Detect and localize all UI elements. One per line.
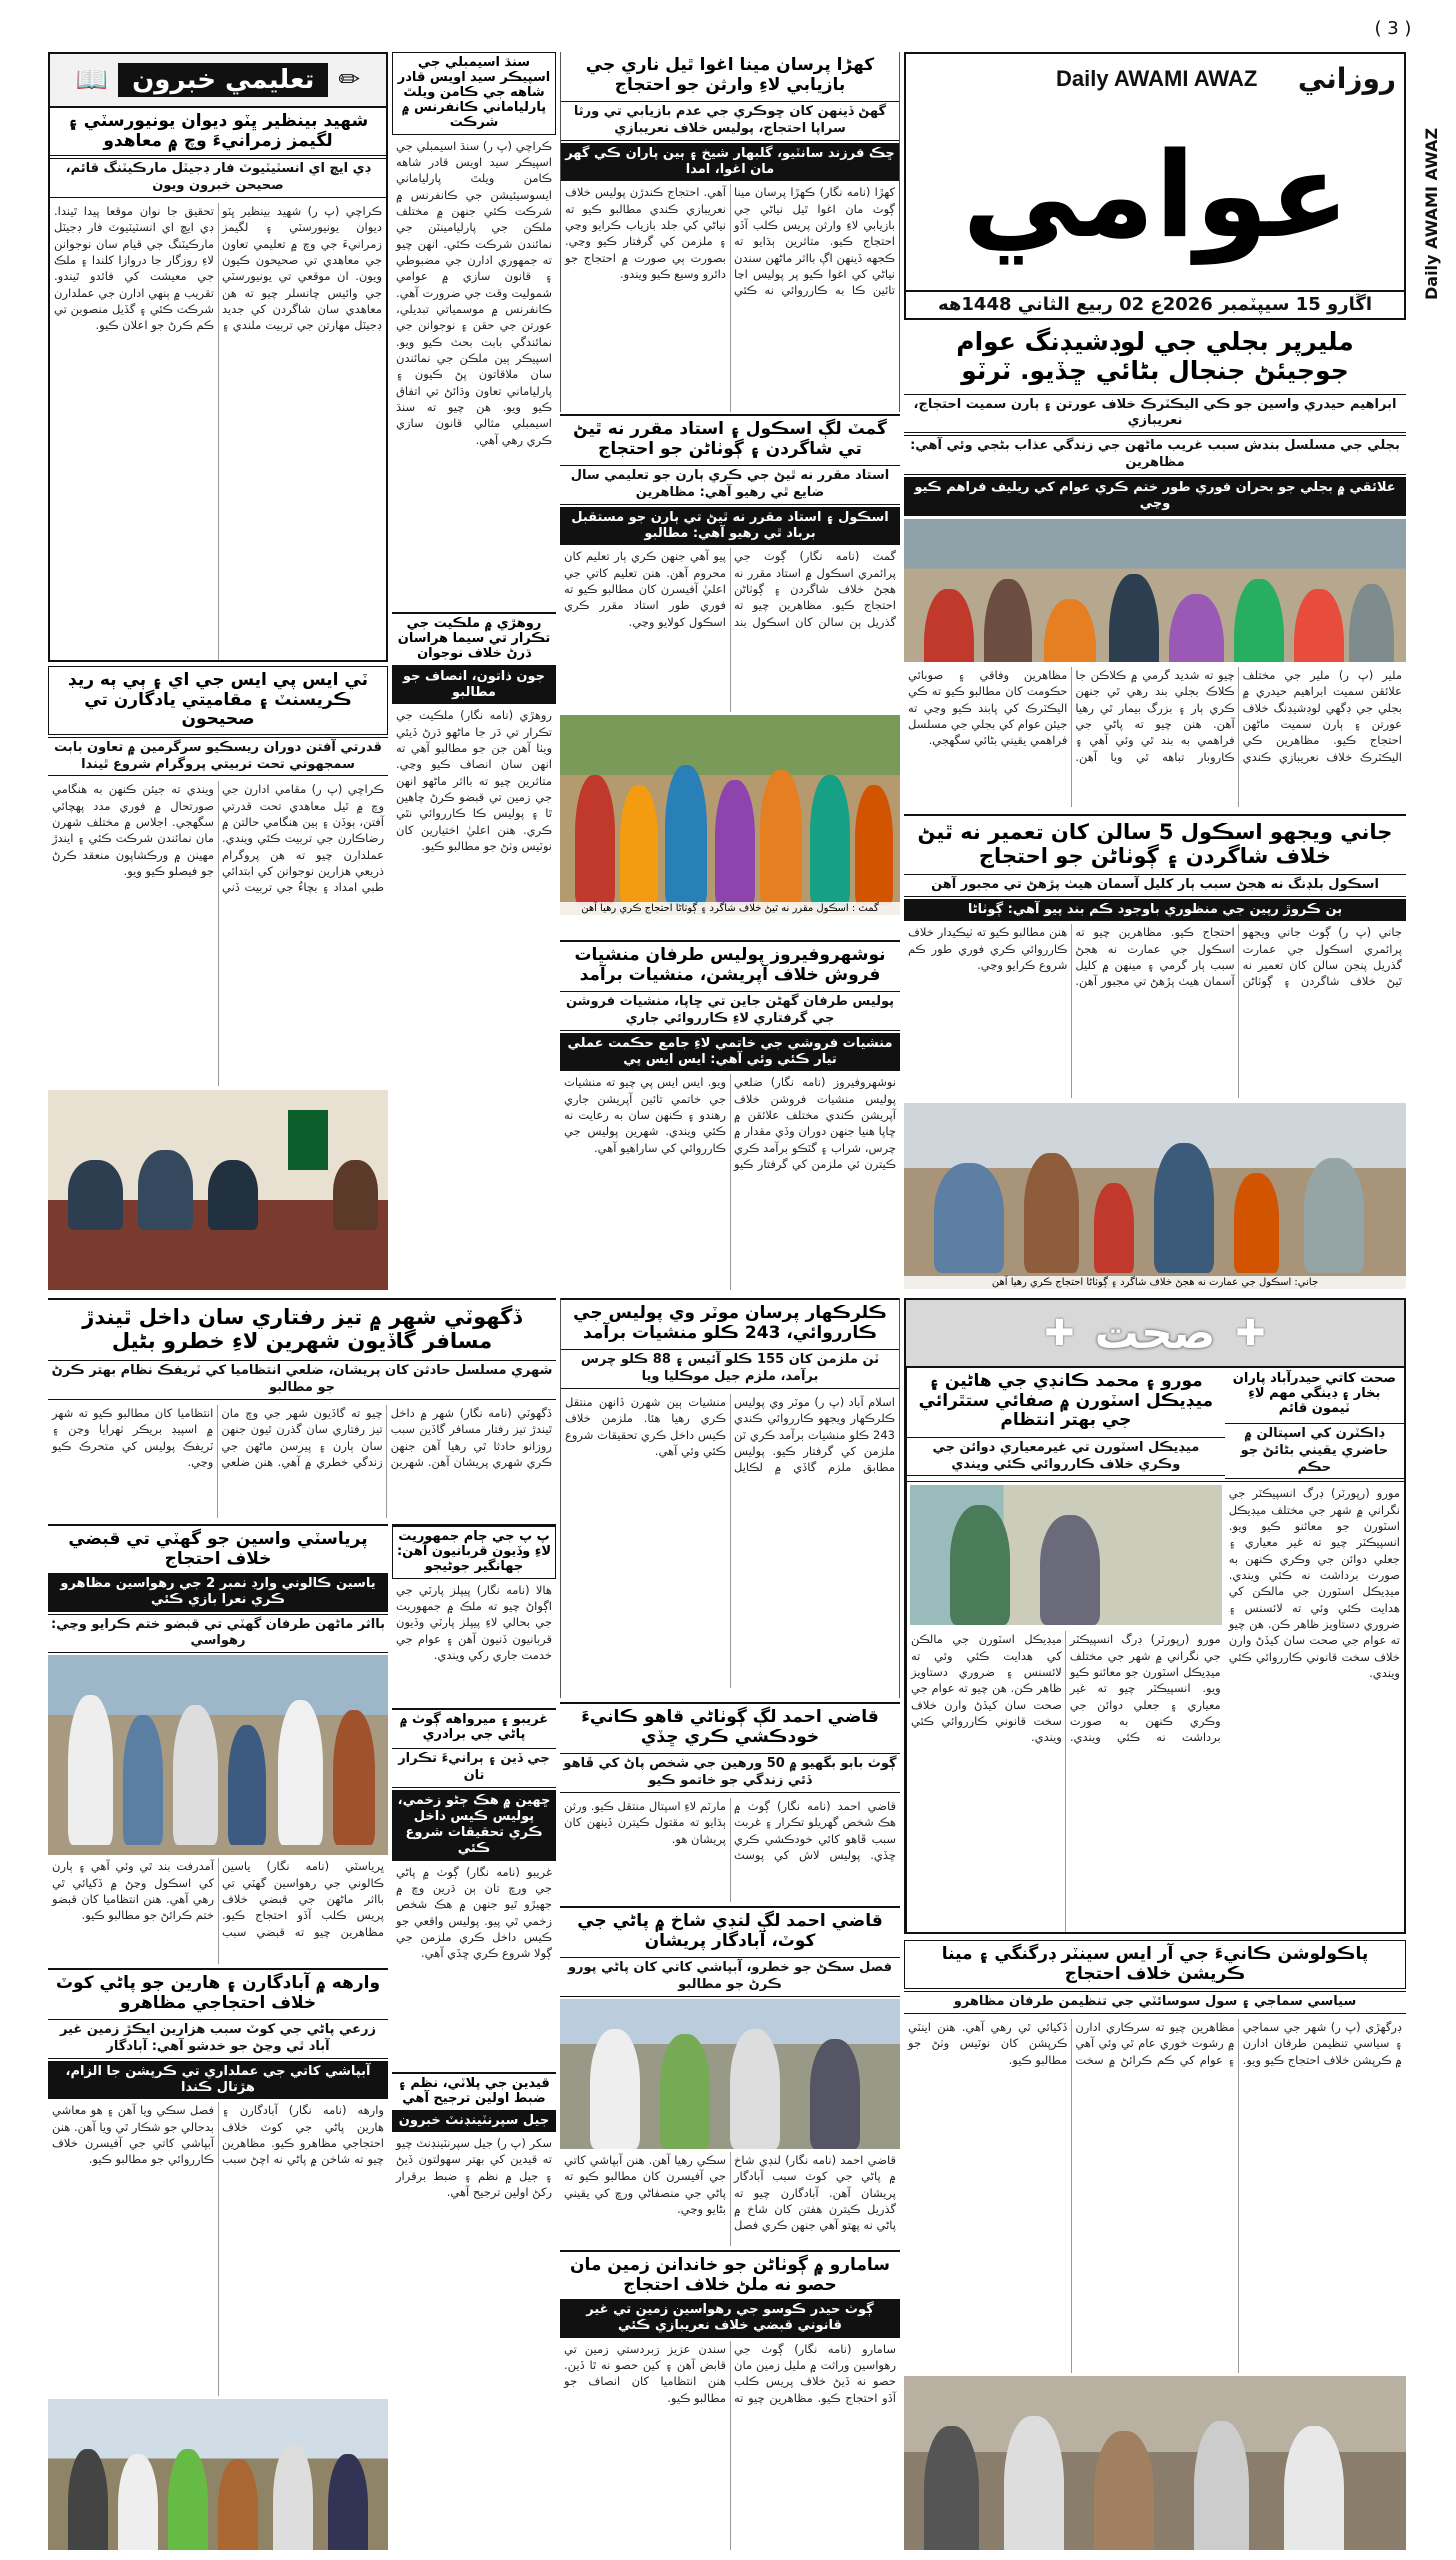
masthead-title: عوامي xyxy=(962,126,1350,264)
vdera-sub: زرعي پاڻي جي کوٽ سبب هزارين ايڪڙ زمين غير آباد ٿي وڃڻ جو خدشو آهي: آبادگار xyxy=(48,2019,388,2059)
hyd-police-photo xyxy=(904,2376,1406,2550)
health-section-title: صحت xyxy=(1094,1307,1216,1359)
qazi2-sub: فصل سڪڻ جو خطرو، آبپاشي کاتي کان پاڻي پورو ڪرڻ جو مطالبو xyxy=(560,1957,900,1997)
tsp-body: ڪراچي (پ ر) مقامي ادارن جي وچ ۾ ٿيل معاهدي تحت قدرتي آفتن، ٻوڏن ۽ ٻين هنگامي حالتن ۾ رضاڪارن جي تربيت ڪئي ويندي. عملدارن چيو ته هن پروگرام ذريعي هزارين نوجوانن کي ابتدائي طبي امداد ۽ بچاءُ جي تربيت ڏني ويندي ته جيئن ڪنهن به هنگامي صورتحال ۾ فوري مدد پهچائي سگهجي. اجلاس ۾ مختلف شهرن مان نمائندن شرڪت ڪئي ۽ ايندڙ مهينن ۾ ورڪشاپون منعقد ڪرڻ جو فيصلو ڪيو ويو. xyxy=(52,782,384,895)
education-byline: ڊي ايڇ اي انسٽيٽيوٽ فار ڊجيٽل مارڪيٽنگ قائم، صحيحن خبرون ويون xyxy=(50,158,386,198)
hyd-police-headline: پاڪولوشن ڪانيءَ جي آر ايس سينٽر ڊرگنگي ۽ مينا ڪريشن خلاف احتجاج xyxy=(904,1940,1406,1989)
jhangi-sub: اسڪول بلڊنگ نه هجڻ سبب ٻار کليل آسمان هيٺ پڙهڻ تي مجبور آهن xyxy=(904,874,1406,897)
vdera-highlight: آبپاشي کاتي جي عملداري تي ڪرپشن جا الزام، هڙتال ڪندا xyxy=(48,2061,388,2100)
lead-sub1: ابراهيم حيدري واسين جو ڪي اليڪٽرڪ خلاف عورتن ۽ ٻارن سميت احتجاج، نعريبازي xyxy=(904,394,1406,434)
nowshero-sub: پوليس طرفان گهڻن جاين تي ڇاپا، منشيات فروشن جي گرفتاري لاءِ ڪارروائي جاري xyxy=(560,991,900,1031)
lead-highlight: علائقي ۾ بجلي جو بحران فوري طور ختم ڪري عوام کي ريليف فراهم ڪيو وڃي xyxy=(904,477,1406,516)
ppp-body: هالا (نامه نگار) پيپلز پارٽي جي اڳواڻ چيو ته ملڪ ۾ جمهوريت جي بحالي لاءِ پيپلز پارٽي وڏيون قربانيون ڏنيون آهن ۽ عوام جي خدمت جاري رکي ويندي. xyxy=(396,1582,552,1663)
water-protest-body: ڀرياسٽي (نامه نگار) ياسين ڪالوني جي رهواسين گهٽي تي بااثر ماڻهن جي قبضي خلاف پريس ڪلب آڏو احتجاج ڪيو. مظاهرين چيو ته قبضي سبب آمدرفت بند ٿي وئي آهي ۽ ٻارن کي اسڪول وڃڻ ۾ ڏکيائي ٿي رهي آهي. هنن انتظاميا کان قبضو ختم ڪرائڻ جو مطالبو ڪيو. xyxy=(52,1859,384,1939)
side-label: Daily AWAMI AWAZ xyxy=(1422,127,1441,300)
jail-story xyxy=(392,2072,556,2550)
jhangi-photo-caption: جاني: اسڪول جي عمارت نه هجڻ خلاف شاگرد ۽ ڳوٺاڻا احتجاج ڪري رهيا آهن xyxy=(904,1276,1406,1289)
qazi-story xyxy=(560,1702,900,1902)
qazi2-story xyxy=(560,1906,900,2246)
tsp-headline: ٽي ايس پي ايس جي اي ۽ ٻي ٻه ريڊ ڪريسنٽ ۽ مقاميتي يادگارن تي صحيحون xyxy=(48,666,388,735)
ghotki-traffic-body: ڏگهوٽي (نامه نگار) شهر ۾ داخل ٿيندڙ تيز رفتار مسافر گاڏين سبب روزانو حادثا ٿي رهيا آهن جنهن ڪري شهري پريشان آهن. شهرين چيو ته گاڏيون شهر جي وچ مان تيز رفتاري سان گذرن ٿيون جنهن سان ٻارن ۽ پيرسن ماڻهن جي زندگي خطري ۾ آهي. هنن ضلعي انتظاميا کان مطالبو ڪيو ته شهر ۾ اسپيڊ بريڪر ٺهرايا وڃن ۽ ٽريفڪ پوليس کي متحرڪ ڪيو وڃي. xyxy=(52,1406,552,1470)
gumat-sub: استاد مقرر نه ٿيڻ جي ڪري ٻارن جو تعليمي سال ضايع ٿي رهيو آهي: مظاهرين xyxy=(560,465,900,505)
lead-headline: مليرپر بجلي جي لوڊشيڊنگ عوام جوجيئڻ جنجال بڻائي ڇڏيو. ٽرٽو xyxy=(956,327,1354,385)
tsp-byline: قدرتي آفتن دوران ريسڪيو سرگرمين ۾ تعاون بابت سمجهوتي تحت تربيتي پروگرام شروع ٿيندا xyxy=(48,737,388,777)
rohri-story xyxy=(392,612,556,1292)
jail-headline: قيدين جي پلاٽي، نظم ۽ ضبط اولين ترجيح آهي xyxy=(398,2076,550,2106)
qazi2-headline: قاضي احمد لڳ لنڊي شاخ ۾ پاڻي جي کوٽ، آبادگار پريشان xyxy=(577,1911,883,1951)
nowshero-body: نوشهروفيروز (نامه نگار) ضلعي پوليس منشيات فروشن خلاف آپريشن ڪندي مختلف علائقن ۾ ڇاپا هنيا جنهن دوران وڏي مقدار ۾ چرس، شراب ۽ گٽڪو برآمد ڪري ڪيترن ئي ملزمن کي گرفتار ڪيو ويو. ايس ايس پي چيو ته منشيات جي خاتمي تائين آپريشن جاري رهندو ۽ ڪنهن سان به رعايت نه ڪئي ويندي. شهرين پوليس جي ڪارروائي کي ساراهيو آهي. xyxy=(564,1075,896,1172)
lead-story xyxy=(904,322,1406,662)
motorway-headline: ڪلرڪهار پرسان موٽر وي پوليس جي ڪارروائي، 243 ڪلو منشيات برآمد xyxy=(573,1303,887,1343)
ghotki-traffic-sub: شهري مسلسل حادثن کان پريشان، ضلعي انتظاميا کي ٽريفڪ نظام بهتر ڪرڻ جو مطالبو xyxy=(48,1360,556,1400)
lead-body: ملير (پ ر) ملير جي مختلف علائقن سميت ابراهيم حيدري ۾ بجلي جي ڊگهي لوڊشيڊنگ خلاف عورتن ۽ ٻارن سميت ماڻهن احتجاج ڪيو. مظاهرين ڪي اليڪٽرڪ خلاف نعريبازي ڪندي چيو ته شديد گرمي ۾ ڪلاڪن جا ڪلاڪ بجلي بند رهي ٿي جنهن ڪري ٻار ۽ بزرگ بيمار ٿي رهيا آهن. هنن چيو ته پاڻي جي فراهمي به بند ٿي وئي آهي ۽ ڪاروبار تباهه ٿي ويا آهن. مظاهرين وفاقي ۽ صوبائي حڪومت کان مطالبو ڪيو ته ڪي اليڪٽرڪ کي پابند ڪيو وڃي ته جيئن عوام کي بجلي جي مسلسل فراهمي يقيني بڻائي سگهجي. xyxy=(908,668,1402,764)
water-protest-headline: پرياسٽي واسين جو گهٽي تي قبضي خلاف احتجاج xyxy=(68,1529,368,1569)
masthead-english-name: Daily AWAMI AWAZ xyxy=(1056,66,1258,91)
pencil-icon: ✏ xyxy=(338,65,361,95)
water-protest-sub: ياسين ڪالوني وارڊ نمبر 2 جي رهواسين مظاهرو ڪري نعرا بازي ڪئي xyxy=(48,1573,388,1612)
masthead-prefix: روزاني xyxy=(1297,62,1396,95)
gumat-photo-caption: گمٽ : اسڪول مقرر نه ٿيڻ خلاف شاگرد ۽ ڳوٺاڻا احتجاج ڪري رهيا آهن xyxy=(560,902,900,915)
health-section xyxy=(904,1298,1406,1934)
jhangi-photo xyxy=(904,1103,1406,1289)
samaro-story xyxy=(560,2250,900,2550)
ghareeb-body: غريبو (نامه نگار) ڳوٺ ۾ پاڻي جي ورڇ تان ٻن ڌرين وچ ۾ جهيڙو ٿيو جنهن ۾ هڪ شخص زخمي ٿي پيو. پوليس واقعي جو ڪيس داخل ڪري ملزمن جي ڳولا شروع ڪري ڇڏي آهي. xyxy=(396,1864,552,1961)
centre-top-body: کهڙا (نامه نگار) ڪهڙا پرسان مينا ڳوٺ مان اغوا ٿيل نياڻي جي بازيابي لاءِ وارثن پريس ڪلب آڏو احتجاج ڪيو. متاثرين ٻڌايو ته ڪجهه ڏينهن اڳ بااثر ماڻهن سندن نياڻي کي اغوا ڪيو پر پوليس اڃا تائين ڪا به ڪارروائي نه ڪئي آهي. احتجاج ڪندڙن پوليس خلاف نعريبازي ڪندي مطالبو ڪيو ته نياڻي کي جلد بازياب ڪرايو وڃي ۽ ملزمن کي گرفتار ڪيو وڃي. بصورت ٻي صورت ۾ احتجاج جو دائرو وسيع ڪيو ويندو. xyxy=(565,185,895,298)
flag-icon xyxy=(288,1110,328,1170)
water-protest-highlight: بااثر ماڻهن طرفان گهٽي تي قبضو ختم ڪرايو وڃي: رهواسي xyxy=(48,1614,388,1654)
jail-sub: جيل سپرنٽينڊنٽ خبرون xyxy=(392,2110,556,2132)
education-headline: شهيد بينظير ڀٽو ديوان يونيورسٽي ۽ لگيمز زمرانيءَ وچ ۾ معاهدو xyxy=(50,108,386,156)
vdera-body: وارهه (نامه نگار) آبادگارن ۽ هارين پاڻي جي کوٽ خلاف احتجاجي مظاهرو ڪيو. مظاهرين چيو ته شاخن ۾ پاڻي نه اچڻ سبب فصل سڪي ويا آهن ۽ هو معاشي بدحالي جو شڪار ٿي ويا آهن. هنن آبپاشي کاتي جي آفيسرن خلاف ڪارروائي جو مطالبو ڪيو. xyxy=(52,2103,384,2167)
page-number: ( 3 ) xyxy=(1374,18,1412,39)
water-protest-photo xyxy=(48,1655,388,1855)
nowshero-highlight: منشيات فروشي جي خاتمي لاءِ جامع حڪمت عملي تيار ڪئي وئي آهي: ايس ايس پي xyxy=(560,1033,900,1072)
hyd-police-body: ڊرگهڙي (پ ر) شهر جي سماجي ۽ سياسي تنظيمن طرفان ادارن ۾ ڪرپشن خلاف احتجاج ڪيو ويو. مظاهرين چيو ته سرڪاري ادارن ۾ رشوت خوري عام ٿي وئي آهي ۽ عوام کي ڪم ڪرائڻ ۾ سخت ڏکيائي ٿي رهي آهي. هنن اينٽي ڪرپشن کان نوٽيس وٺڻ جو مطالبو ڪيو. xyxy=(908,2019,1402,2067)
education-banner xyxy=(50,54,386,108)
qazi-body: قاضي احمد (نامه نگار) ڳوٺ ۾ هڪ شخص گهريلو تڪرار ۽ غربت سبب ڦاهو کائي خودڪشي ڪري ڇڏي. پوليس لاش کي پوسٽ مارٽم لاءِ اسپتال منتقل ڪيو. ورثن ٻڌايو ته مقتول ڪيترن ڏينهن کان پريشان هو. xyxy=(564,1798,896,1862)
tsp-story xyxy=(48,666,388,1086)
motorway-body: اسلام آباد (پ ر) موٽر وي پوليس ڪلرڪهار ويجهو ڪارروائي ڪندي 243 ڪلو منشيات برآمد ڪري ٽن ملزمن کي گرفتار ڪيو. پوليس مطابق ملزم گاڏي ۾ لڪايل منشيات ٻين شهرن ڏانهن منتقل ڪري رهيا هئا. ملزمن خلاف ڪيس داخل ڪري تحقيقات شروع ڪئي وئي آهي. xyxy=(565,1394,895,1475)
qazi-sub: ڳوٺ بابو بگهيو ۾ 50 ورهين جي شخص پاڻ کي ڦاهو ڏئي زندگي جو خاتمو ڪيو xyxy=(560,1753,900,1793)
ppp-story xyxy=(392,1524,556,1704)
centre-top-headline: کھڑا پرسان مينا اغوا ٿيل ناري جي بازيابي لاءِ وارثن جو احتجاج xyxy=(585,55,875,95)
lead-sub2: بجلي جي مسلسل بندش سبب غريب ماڻهن جي زندگي عذاب بڻجي وئي آهي: مظاهرين xyxy=(904,435,1406,475)
assembly-body: ڪراچي (پ ر) سنڌ اسيمبلي جي اسپيڪر سيد اويس قادر شاهه ڪامن ويلٿ پارلياماني ايسوسيئيشن جي ڪانفرنس ۾ شرڪت ڪئي جنهن ۾ مختلف ملڪن جي پارليامينٽن جي نمائندن شرڪت ڪئي. انهن چيو ته جمهوري ادارن جي مضبوطي ۽ قانون سازي ۾ عوامي شموليت وقت جي ضرورت آهي. ڪانفرنس ۾ موسمياتي تبديلي، عورتن جي حقن ۽ نوجوانن جي نمائندگي بابت بحث ڪيو ويو. اسپيڪر ٻين ملڪن جي نمائندن سان ملاقاتون پڻ ڪيون ۽ پارلياماني تعاون وڌائڻ تي اتفاق ڪيو ويو. هن چيو ته سنڌ اسيمبلي مثالي قانون سازي ڪري رهي آهي. xyxy=(396,138,552,447)
ghotki-traffic-headline: ڏگهوٽي شهر ۾ تيز رفتاري سان داخل ٿيندڙ مسافر گاڏيون شهرين لاءِ خطرو بڻيل xyxy=(82,1305,522,1354)
nowshero-story xyxy=(560,940,900,1290)
health-photo xyxy=(910,1485,1222,1625)
hyd-police-story xyxy=(904,1940,1406,2550)
education-body: ڪراچي (پ ر) شهيد بينظير ڀٽو ديوان يونيورسٽي ۽ لگيمز زمرانيءَ جي وچ ۾ تعليمي تعاون جي معاهدي تي صحيحون ڪيون ويون. ان موقعي تي يونيورسٽي جي وائيس چانسلر چيو ته هن معاهدي سان شاگردن کي جديد ڊجيٽل مهارتن جي تربيت ملندي ۽ تحقيق جا نوان موقعا پيدا ٿيندا. ڊي ايڇ اي انسٽيٽيوٽ فار ڊجيٽل مارڪيٽنگ جي قيام سان نوجوانن لاءِ روزگار جا دروازا کلندا ۽ ملڪ جي معيشت کي فائدو ٿيندو. تقريب ۾ ٻنهي ادارن جي عملدارن شرڪت ڪئي ۽ گڏيل منصوبن تي ڪم ڪرڻ جو اعلان ڪيو. xyxy=(54,203,382,333)
vdera-story xyxy=(48,1968,388,2550)
ppp-headline: پ پ جي ڄام جمهوريت لاءِ وڏيون قربانيون آهن: جهانگير جوڻيجو xyxy=(392,1526,556,1579)
centre-top-story xyxy=(560,52,900,412)
assembly-headline: سنڌ اسيمبلي جي اسپيڪر سيد اويس قادر شاهه جي ڪامن ويلٿ پارلياماني ڪانفرنس ۾ شرڪت xyxy=(392,52,556,135)
jail-body: سکر (پ ر) جيل سپرنٽينڊنٽ چيو ته قيدين کي بهتر سهولتون ڏيڻ ۽ جيل ۾ نظم ۽ ضبط برقرار رکڻ اولين ترجيح آهي. xyxy=(396,2136,552,2200)
book-icon: 📖 xyxy=(75,65,109,95)
qazi2-body: قاضي احمد (نامه نگار) لنڊي شاخ ۾ پاڻي جي کوٽ سبب آبادگار پريشان آهن. آبادگارن چيو ته گذريل ڪيترن هفتن کان شاخ ۾ پاڻي نه پهتو آهي جنهن ڪري فصل سڪي رهيا آهن. هنن آبپاشي کاتي جي آفيسرن کان مطالبو ڪيو ته پاڻي جي منصفاڻي ورڇ کي يقيني بڻايو وڃي. xyxy=(564,2152,896,2233)
gumat-highlight: اسڪول ۽ استاد مقرر نه ٿيڻ تي ٻارن جو مستقبل برباد ٿي رهيو آهي: مطالبو xyxy=(560,507,900,546)
masthead xyxy=(904,52,1406,292)
rohri-body: روهڙي (نامه نگار) ملڪيت جي تڪرار تي ڌر جا ماڻهو ڌرڻ ڏيئي ويٺا آهن جن جو مطالبو آهي ته انهن سان انصاف ڪيو وڃي. متاثرين چيو ته بااثر ماڻهو انهن جي زمين تي قبضو ڪرڻ چاهين ٿا ۽ پوليس ڪا ڪارروائي نٿي ڪري. هنن اعليٰ اختيارين کان نوٽيس وٺڻ جو مطالبو ڪيو. xyxy=(396,708,552,853)
vdera-photo xyxy=(48,2399,388,2550)
ghareeb-story xyxy=(392,1708,556,2068)
tsp-photo xyxy=(48,1090,388,1290)
centre-top-highlight: ڇڪ فرزند سانٽيو، گلبهار شيخ ۽ ٻين پاران ڪي گهر مان اغوا، امدا xyxy=(561,143,899,182)
samaro-headline: سامارو ۾ ڳوٺاڻن جو خاندانن زمين مان حصو نه ملڻ خلاف احتجاج xyxy=(569,2255,891,2295)
nowshero-headline: نوشهروفيروز پوليس طرفان منشيات فروش خلاف آپريشن، منشيات برآمد xyxy=(574,945,886,985)
health-side-headline: صحت کاتي حيدرآباد پاران بخار ۽ ڊينگي مهم لاءِ ٽيمون قائم xyxy=(1232,1371,1396,1416)
samaro-sub: ڳوٺ حيدر ڪوسو جي رهواسين زمين تي غير قانوني قبضي خلاف نعريبازي ڪئي xyxy=(560,2299,900,2338)
water-protest-story xyxy=(48,1524,388,1964)
date-line: اڱارو 15 سيپٽمبر 2026ع 02 ربيع الثاني 1448هه xyxy=(904,292,1406,320)
qazi2-photo xyxy=(560,1999,900,2149)
education-section xyxy=(48,52,388,662)
centre-top-sub: گهڻ ڏينهن کان ڇوڪري جي عدم بازيابي تي ورثا سراپا احتجاج، پوليس خلاف نعريبازي xyxy=(561,101,899,141)
gumat-headline: گمٽ لڳ اسڪول ۽ استاد مقرر نه ٿيڻ تي شاگردن ۽ ڳوٺاڻن جو احتجاج xyxy=(573,419,887,459)
hyd-police-sub: سياسي سماجي ۽ سول سوسائٽي جي تنظيمن طرفان مظاهرو xyxy=(904,1991,1406,2014)
gumat-photo xyxy=(560,715,900,915)
jhangi-story xyxy=(904,814,1406,1294)
jhangi-highlight: ٻن ڪروڙ رپين جي منظوري باوجود ڪم بند پيو آهي: ڳوٺاڻا xyxy=(904,899,1406,921)
assembly-story xyxy=(392,52,556,612)
motorway-story xyxy=(560,1298,900,1698)
health-body: مورو (رپورٽر) ڊرگ انسپيڪٽر جي نگراني ۾ شهر جي مختلف ميڊيڪل اسٽورن جو معائنو ڪيو ويو. انسپيڪٽر چيو ته غير معياري ۽ جعلي دوائن جي وڪري ڪنهن به صورت برداشت نه ڪئي ويندي. ميڊيڪل اسٽورن جي مالڪن کي هدايت ڪئي وئي ته لائسنس ۽ ضروري دستاويز ظاهر ڪن. هن چيو ته عوام جي صحت سان کيڏڻ وارن خلاف سخت قانوني ڪارروائي ڪئي ويندي. xyxy=(911,1632,1221,1745)
vdera-headline: وارهه ۾ آبادگارن ۽ هارين جو پاڻي کوٽ خلاف احتجاجي مظاهرو xyxy=(55,1973,381,2013)
health-side-sub: ڊاڪٽرن کي اسپتالن ۾ حاضري يقيني بڻائڻ جو حڪم xyxy=(1225,1423,1404,1480)
gumat-body: گمٽ (نامه نگار) ڳوٺ جي پرائمري اسڪول ۾ استاد مقرر نه هجڻ خلاف شاگردن ۽ ڳوٺاڻن احتجاج ڪيو. مظاهرين چيو ته گذريل ٻن سالن کان اسڪول بند پيو آهي جنهن ڪري ٻار تعليم کان محروم آهن. هنن تعليم کاتي جي اعليٰ آفيسرن کان مطالبو ڪيو ته فوري طور استاد مقرر ڪري اسڪول کولايو وڃي. xyxy=(564,549,896,629)
ghotki-traffic-story xyxy=(48,1298,556,1518)
jhangi-headline: جاني ويجهو اسڪول 5 سالن کان تعمير نه ٿيڻ خلاف شاگردن ۽ ڳوٺاڻن جو احتجاج xyxy=(917,820,1393,869)
rohri-headline: روهڙي ۾ ملڪيت جي تڪرار تي سيما هراسان ڌرڻ خلاف نوجوان xyxy=(392,614,556,666)
education-section-title: تعليمي خبرون xyxy=(118,63,328,97)
health-banner xyxy=(906,1300,1404,1368)
ghareeb-sub: جي ڏين ۽ ٻرانيءَ تڪرار تان xyxy=(392,1748,556,1788)
qazi-headline: قاضي احمد لڳ ڳوٺاڻي قاهو ڪانيءَ خودڪشي ڪري ڇڏي xyxy=(581,1707,879,1747)
heart-plus-icon: ✚ xyxy=(1044,1312,1075,1354)
health-side-body: مورو (رپورٽر) ڊرگ انسپيڪٽر جي نگراني ۾ شهر جي مختلف ميڊيڪل اسٽورن جو معائنو ڪيو ويو. انسپيڪٽر چيو ته غير معياري ۽ جعلي دوائن جي وڪري ڪنهن به صورت برداشت نه ڪئي ويندي. ميڊيڪل اسٽورن جي مالڪن کي هدايت ڪئي وئي ته لائسنس ۽ ضروري دستاويز ظاهر ڪن. هن چيو ته عوام جي صحت سان کيڏڻ وارن خلاف سخت قانوني ڪارروائي ڪئي ويندي. xyxy=(1228,1486,1400,1681)
jhangi-body: جاني (پ ر) ڳوٺ جاني ويجهو پرائمري اسڪول جي عمارت گذريل پنجن سالن کان تعمير نه ٿيڻ خلاف شاگردن ۽ ڳوٺاڻن احتجاج ڪيو. مظاهرين چيو ته اسڪول جي عمارت نه هجڻ سبب ٻار گرمي ۽ مينهن ۾ کليل آسمان هيٺ پڙهڻ تي مجبور آهن. هنن مطالبو ڪيو ته ٺيڪيدار خلاف ڪارروائي ڪري فوري طور ڪم شروع ڪرايو وڃي. xyxy=(908,925,1402,989)
lead-photo xyxy=(904,519,1406,662)
samaro-body: سامارو (نامه نگار) ڳوٺ جي رهواسين وراثت ۾ مليل زمين مان حصو نه ڏيڻ خلاف پريس ڪلب آڏو احتجاج ڪيو. مظاهرين چيو ته سندن عزيز زبردستي زمين تي قابض آهن ۽ کين حصو نه ٿا ڏين. هنن انتظاميا کان انصاف جو مطالبو ڪيو. xyxy=(564,2341,896,2405)
health-sub: ميڊيڪل اسٽورن تي غيرمعياري دوائن جي وڪري خلاف ڪارروائي ڪئي ويندي xyxy=(907,1437,1225,1477)
ghareeb-headline: غريبو ۽ ميرواهه ڳوٺ ۾ پاڻي جي برادري xyxy=(399,1712,549,1742)
heart-plus-icon: ✚ xyxy=(1235,1312,1266,1354)
ghareeb-highlight: ڇهين ۾ هڪ ڄڻو زخمي، پوليس ڪيس داخل ڪري تحقيقات شروع ڪئي xyxy=(392,1790,556,1861)
gumat-story xyxy=(560,414,900,934)
motorway-sub: ٽن ملزمن کان 155 ڪلو آئيس ۽ 88 ڪلو چرس برآمد، ملزم جيل موڪليا ويا xyxy=(561,1349,899,1389)
rohri-highlight: جون ذاتون، انصاف جو مطالبو xyxy=(392,666,556,705)
health-headline: مورو ۽ محمد ڪانڊي جي هاڻين ۽ ميڊيڪل اسٽورن ۾ صفائي ستٿرائي جي بهتر انتظام xyxy=(918,1371,1214,1431)
